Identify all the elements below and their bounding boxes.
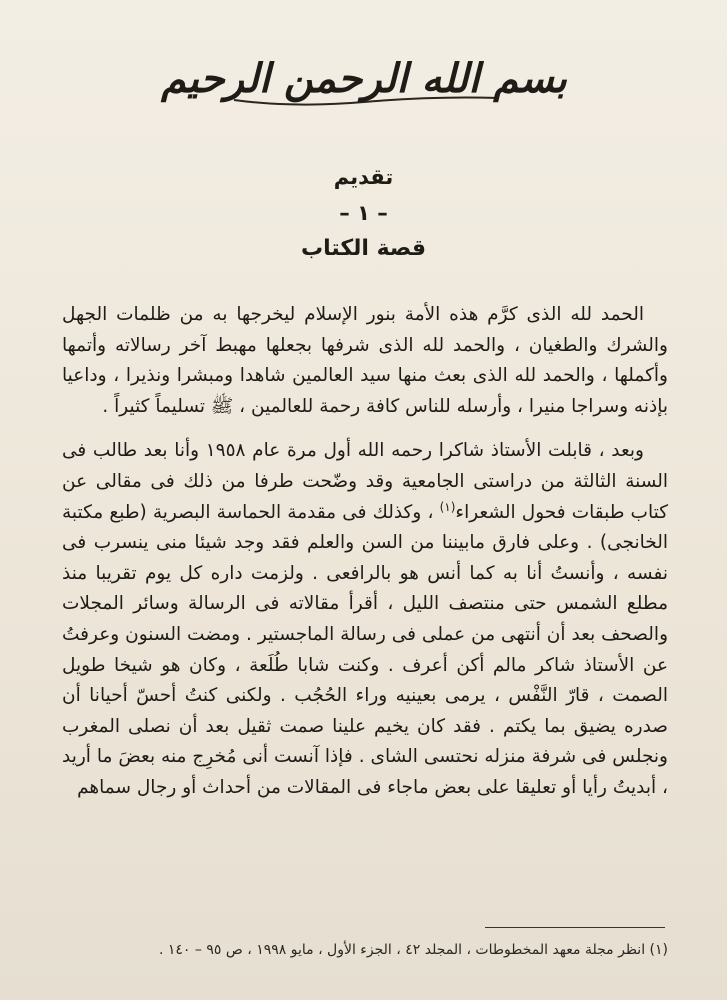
paragraph-2-start: وبعد ، قابلت الأستاذ شاكرا رحمه الله أول مرة عام ١٩٥٨ وأنا بعد طالب فى السنة الثالثة من دراستى الجامعية وقد وضّحت طرفا من ذلك فى مقالى عن كتاب طبقات فحول الشعراء <box>62 440 668 523</box>
footnote-divider <box>485 927 665 928</box>
paragraph-2-rest: ، وكذلك فى مقدمة الحماسة البصرية (طبع مكتبة الخانجى) . وعلى فارق مابيننا من السن والعلم فقد وجد شيئا منى ينسرب فى نفسه ، وأنستُ أنا به كما أنس هو بالرافعى . ولزمت داره كل يوم تقريبا منذ مطلع الشمس حتى منتصف الليل ، أقرأ مقالاته فى الرسالة وسائر المجلات والصحف بعد أن أنتهى من عملى فى رسالة الماجستير . ومضت السنون وعرفتُ عن الأستاذ شاكر مالم أكن أعرف . وكنت شابا طُلَعة ، وكان هو شيخا طويل الصمت ، قارّ النَّفْس ، يرمى بعينيه وراء الحُجُب . ولكنى كنتُ أحسّ أحيانا أن صدره يضيق بما يكتم . فقد كان يخيم علينا صمت ثقيل بعد أن نصلى المغرب ونجلس فى شرفة منزله نحتسى الشاى . فإذا آنست أنى مُخرِج منه بعضَ ما أريد ، أبديتُ رأيا أو تعليقا على بعض ماجاء فى المقالات من أحداث أو رجال سماهم <box>62 501 668 798</box>
footnote-marker: (١) <box>439 499 456 514</box>
basmala-calligraphy-art <box>160 48 567 118</box>
basmala-text: بسم الله الرحمن الرحيم <box>160 55 567 102</box>
section-title: قصة الكتاب <box>300 236 427 261</box>
body-text <box>62 300 668 804</box>
introduction-title: تقديم <box>333 165 394 189</box>
basmala-calligraphy <box>0 48 727 118</box>
section-number: – ١ – <box>339 201 388 225</box>
footnote: (١) انظر مجلة معهد المخطوطات ، المجلد ٤٢ ، الجزء الأول ، مايو ١٩٩٨ ، ص ٩٥ – ١٤٠ . <box>158 942 668 958</box>
paragraph-2 <box>62 436 668 803</box>
paragraph-1: الحمد لله الذى كرَّم هذه الأمة بنور الإسلام ليخرجها به من ظلمات الجهل والشرك والطغيان ، والحمد لله الذى شرفها بجعلها مهبط آخر رسالاته وأتمها وأكملها ، والحمد لله الذى بعث منها سيد العالمين شاهدا ومبشرا ونذيرا ، وداعيا بإذنه وسراجا منيرا ، وأرسله للناس كافة رحمة للعالمين ، ﷺ تسليماً كثيراً . <box>62 304 668 417</box>
